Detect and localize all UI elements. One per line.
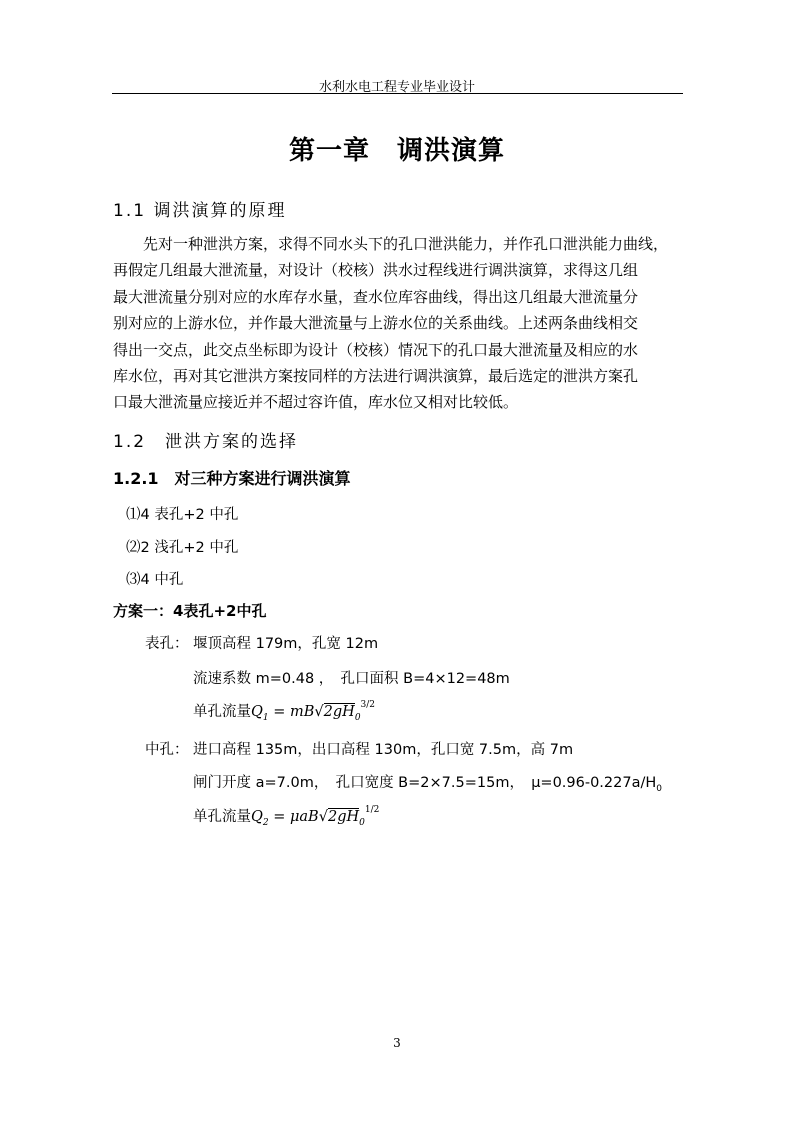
flow-label: 单孔流量	[193, 809, 251, 825]
section-heading-1-1: 1.1 调洪演算的原理	[113, 201, 287, 221]
gate-opening-text: 闸门开度 a=7.0m， 孔口宽度 B=2×7.5=15m， μ=0.96-0.227a/H	[193, 775, 657, 791]
middle-orifice-elevations: 进口高程 135m，出口高程 130m，孔口宽 7.5m，高 7m	[193, 742, 574, 758]
sqrt-sign: √	[314, 704, 324, 720]
paragraph-line: 口最大泄流量应接近并不超过容许值，库水位又相对比较低。	[113, 393, 519, 412]
formula-exponent: 3/2	[360, 700, 376, 710]
paragraph-line: 得出一交点，此交点坐标即为设计（校核）情况下的孔口最大泄流量及相应的水	[113, 340, 639, 359]
option-item-3: ⑶4 中孔	[126, 572, 184, 588]
formula-radicand: 2gH	[327, 809, 360, 825]
formula-lhs-subscript: 2	[262, 818, 269, 828]
middle-flow-formula	[193, 805, 379, 826]
middle-orifice-label: 中孔：	[145, 742, 189, 758]
sqrt-sign: √	[318, 809, 328, 825]
header-rule	[112, 93, 683, 94]
subsection-heading-1-2-1: 1.2.1 对三种方案进行调洪演算	[113, 469, 351, 488]
formula-subscript: 0	[354, 713, 361, 723]
principle-paragraph	[113, 231, 693, 416]
formula-subscript: 0	[359, 818, 365, 828]
section-heading-1-2: 1.2 泄洪方案的选择	[113, 432, 299, 452]
formula-exponent: 1/2	[364, 805, 380, 815]
surface-velocity-coefficient: 流速系数 m=0.48 ， 孔口面积 B=4×12=48m	[193, 671, 510, 687]
paragraph-line: 最大泄流量分别对应的水库存水量，查水位库容曲线，得出这几组最大泄流量分	[113, 287, 639, 306]
gate-opening-subscript: 0	[656, 784, 663, 794]
option-item-1: ⑴4 表孔+2 中孔	[126, 507, 239, 523]
chapter-title: 第一章 调洪演算	[288, 136, 505, 166]
paragraph-line: 先对一种泄洪方案，求得不同水头下的孔口泄洪能力，并作孔口泄洪能力曲线，	[113, 235, 669, 253]
paragraph-line: 再假定几组最大泄流量，对设计（校核）洪水过程线进行调洪演算，求得这几组	[113, 261, 639, 280]
formula-lhs: Q	[251, 809, 263, 825]
formula-radicand: 2gH	[323, 704, 355, 720]
option-item-2: ⑵2 浅孔+2 中孔	[126, 540, 239, 556]
plan-one-title: 方案一：4表孔+2中孔	[113, 602, 267, 620]
paragraph-line: 库水位，再对其它泄洪方案按同样的方法进行调洪演算，最后选定的泄洪方案孔	[113, 367, 639, 386]
middle-gate-opening	[193, 771, 662, 792]
formula-lhs-subscript: 1	[262, 713, 269, 723]
surface-flow-formula	[193, 700, 375, 721]
page-header: 水利水电工程专业毕业设计	[318, 80, 475, 95]
formula-lhs: Q	[251, 704, 263, 720]
page-number: 3	[393, 1036, 401, 1050]
formula-rhs: = μaB	[268, 809, 319, 825]
surface-crest-elevation: 堰顶高程 179m，孔宽 12m	[193, 636, 379, 652]
formula-rhs: = mB	[268, 704, 315, 720]
flow-label: 单孔流量	[193, 704, 251, 720]
paragraph-line: 别对应的上游水位，并作最大泄流量与上游水位的关系曲线。上述两条曲线相交	[113, 314, 639, 333]
surface-orifice-label: 表孔：	[145, 636, 189, 652]
